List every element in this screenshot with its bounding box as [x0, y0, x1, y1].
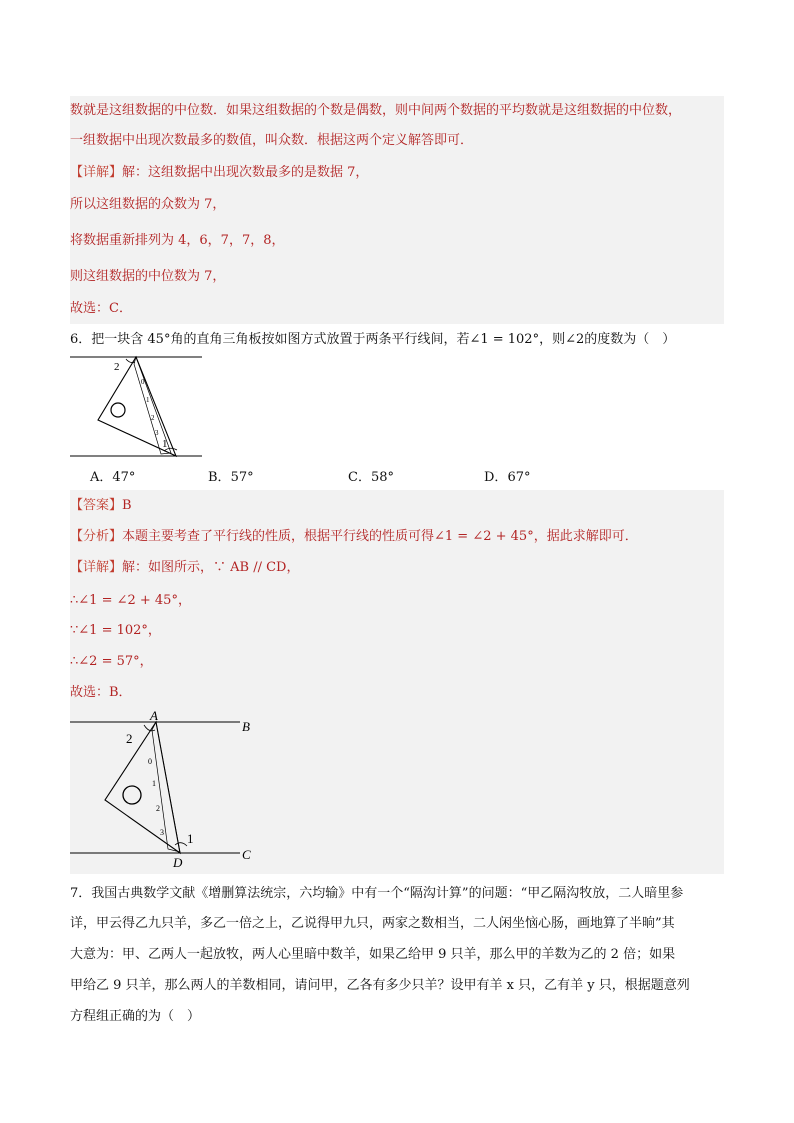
ruler-tick-label: 0	[148, 757, 152, 766]
option-a[interactable]: A．47°	[90, 470, 136, 485]
answer-line	[70, 497, 132, 515]
angle-1-label: 1	[187, 831, 194, 846]
question-6-stem: 6．把一块含 45°角的直角三角板按如图方式放置于两条平行线间，若∠1 = 102°，则∠2的度数为（ ）	[70, 332, 676, 347]
angle-2-label: 2	[126, 731, 133, 746]
point-a-label: A	[150, 708, 158, 723]
question-7-line: 大意为：甲、乙两人一起放牧，两人心里暗中数羊，如果乙给甲 9 只羊，那么甲的羊数为乙的 2 倍；如果	[70, 947, 676, 962]
question-6-figure	[70, 350, 210, 460]
solution-step: ∵∠1 = 102°，	[70, 623, 161, 638]
ruler-tick-label: 3	[160, 828, 164, 837]
solution-figure	[70, 706, 270, 872]
angle-1-label: 1	[162, 438, 168, 450]
solution-line: 则这组数据的中位数为 7，	[70, 269, 226, 284]
ruler-tick-label: 0	[141, 378, 145, 386]
point-b-label: B	[242, 719, 250, 734]
angle-2-label: 2	[114, 361, 120, 373]
detail-tag: 【详解】	[70, 165, 123, 180]
detail-tag: 【详解】	[70, 560, 123, 575]
ruler-tick-label: 3	[155, 429, 159, 437]
detail-line	[70, 559, 299, 577]
option-d[interactable]: D．67°	[484, 470, 531, 485]
question-7-line: 详，甲云得乙九只羊，多乙一倍之上，乙说得甲九只，两家之数相当，二人闲坐恼心肠，画地算了半晌”其	[70, 916, 675, 931]
conclusion-line: 故选：B．	[70, 685, 132, 700]
option-b[interactable]: B．57°	[208, 470, 254, 485]
point-d-label: D	[173, 855, 183, 870]
solution-line: 将数据重新排列为 4，6，7，7，8，	[70, 233, 285, 248]
ruler-tick-label: 2	[156, 804, 160, 813]
answer-tag: 【答案】	[70, 498, 123, 513]
question-7-line: 方程组正确的为（ ）	[70, 1009, 201, 1024]
analysis-line	[70, 528, 638, 546]
question-7-line: 7．我国古典数学文献《增删算法统宗，六均输》中有一个“隔沟计算”的问题：“甲乙隔沟牧放，二人暗里参	[70, 886, 684, 901]
ruler-tick-label: 1	[152, 779, 156, 788]
question-7-line: 甲给乙 9 只羊，那么两人的羊数相同，请问甲，乙各有多少只羊？设甲有羊 x 只，乙有羊 y 只，根据题意列	[70, 978, 690, 993]
ruler-tick-label: 2	[151, 414, 155, 422]
solution-step: ∴∠2 = 57°，	[70, 654, 153, 669]
detail-line	[70, 164, 368, 182]
ruler-tick-label: 1	[146, 396, 150, 404]
choice-line: 故选：C．	[70, 301, 132, 316]
analysis-text: 本题主要考查了平行线的性质，根据平行线的性质可得∠1 = ∠2 + 45°，据此求解即可．	[122, 529, 638, 544]
answer-value: B	[122, 498, 132, 513]
explanation-line: 一组数据中出现次数最多的数值，叫众数．根据这两个定义解答即可．	[70, 133, 474, 148]
detail-text: 解：这组数据中出现次数最多的是数据 7，	[122, 165, 369, 180]
detail-text: 解：如图所示，∵ AB // CD，	[122, 560, 300, 575]
solution-step: ∴∠1 = ∠2 + 45°，	[70, 593, 191, 608]
option-c[interactable]: C．58°	[348, 470, 394, 485]
analysis-tag: 【分析】	[70, 529, 123, 544]
solution-line: 所以这组数据的众数为 7，	[70, 197, 226, 212]
point-c-label: C	[242, 847, 251, 862]
answer-options	[90, 466, 530, 485]
explanation-line: 数就是这组数据的中位数．如果这组数据的个数是偶数，则中间两个数据的平均数就是这组数据的中位数，	[70, 103, 682, 118]
